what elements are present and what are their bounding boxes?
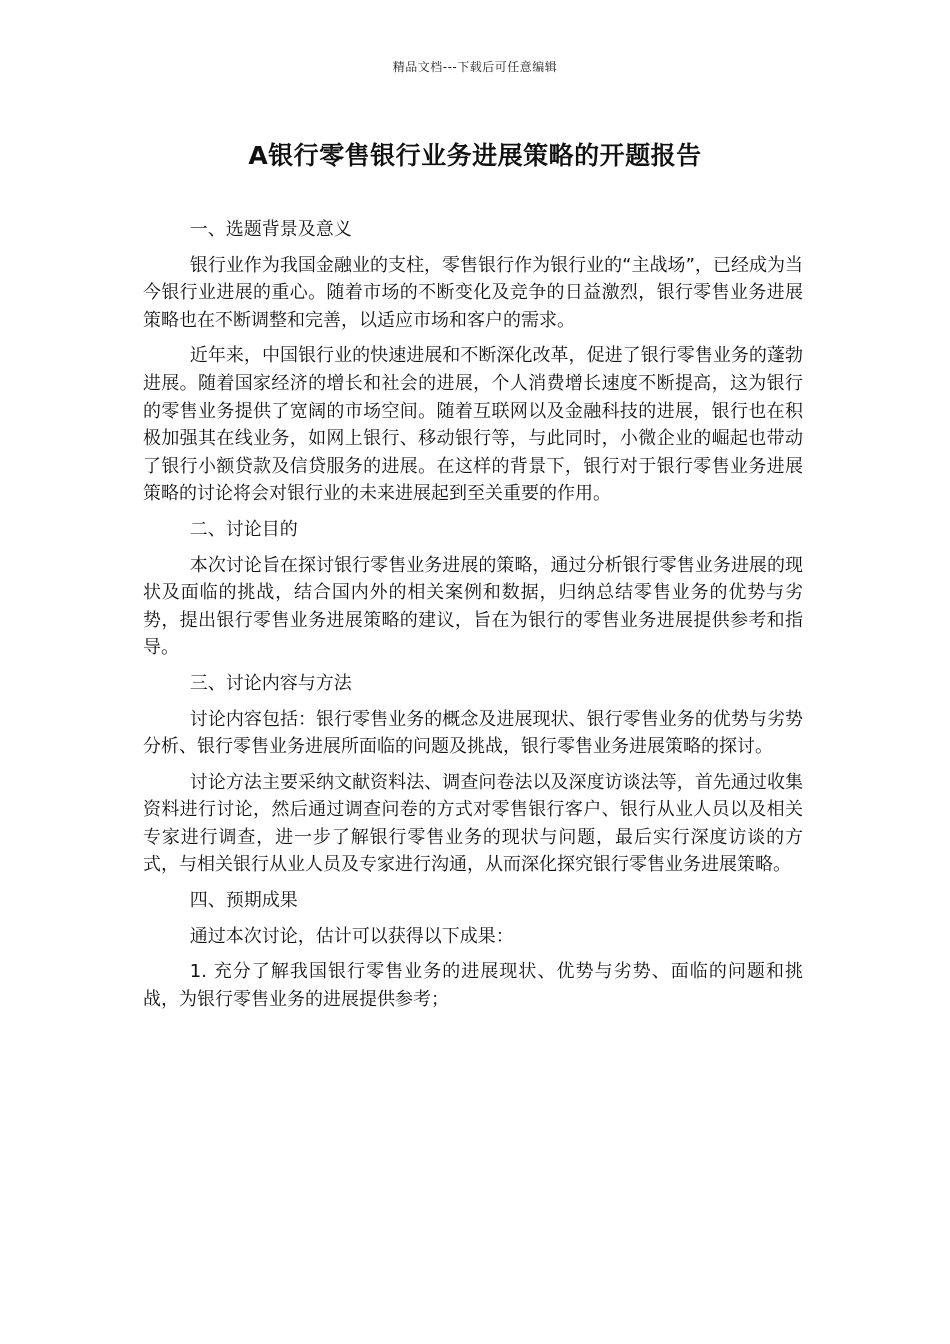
- paragraph: 近年来，中国银行业的快速进展和不断深化改革，促进了银行零售业务的蓬勃进展。随着国家经济的增长和社会的进展，个人消费增长速度不断提高，这为银行的零售业务提供了宽阔的市场空间。随着互联网以及金融科技的进展，银行也在积极加强其在线业务，如网上银行、移动银行等，与此同时，小微企业的崛起也带动了银行小额贷款及信贷服务的进展。在这样的背景下，银行对于银行零售业务进展策略的讨论将会对银行业的未来进展起到至关重要的作用。: [143, 345, 803, 505]
- paragraph: 讨论方法主要采纳文献资料法、调查问卷法以及深度访谈法等，首先通过收集资料进行讨论，然后通过调查问卷的方式对零售银行客户、银行从业人员以及相关专家进行调查，进一步了解银行零售业务的现状与问题，最后实行深度访谈的方式，与相关银行从业人员及专家进行沟通，从而深化探究银行零售业务进展策略。: [143, 771, 803, 876]
- paragraph: 银行业作为我国金融业的支柱，零售银行作为银行业的“主战场”，已经成为当今银行业进展的重心。随着市场的不断变化及竞争的日益激烈，银行零售业务进展策略也在不断调整和完善，以适应市场和客户的需求。: [143, 254, 803, 331]
- section-heading-background: 一、选题背景及意义: [189, 219, 352, 240]
- section-heading-content-method: 三、讨论内容与方法: [189, 672, 352, 694]
- paragraph: 本次讨论旨在探讨银行零售业务进展的策略，通过分析银行零售业务进展的现状及面临的挑战，结合国内外的相关案例和数据，归纳总结零售业务的优势与劣势，提出银行零售业务进展策略的建议，旨在为银行的零售业务进展提供参考和指导。: [143, 554, 803, 659]
- document-body: [143, 216, 803, 1021]
- paragraph: 通过本次讨论，估计可以获得以下成果：: [189, 925, 514, 947]
- section-heading-purpose: 二、讨论目的: [189, 518, 298, 540]
- header-note: 精品文档---下载后可任意编辑: [392, 60, 558, 74]
- paragraph: 讨论内容包括：银行零售业务的概念及进展现状、银行零售业务的优势与劣势分析、银行零售业务进展所面临的问题及挑战，银行零售业务进展策略的探讨。: [143, 708, 803, 758]
- section-heading-expected-results: 四、预期成果: [189, 890, 298, 912]
- document-title: A银行零售银行业务进展策略的开题报告: [248, 141, 702, 170]
- paragraph: 1. 充分了解我国银行零售业务的进展现状、优势与劣势、面临的问题和挑战，为银行零售业务的进展提供参考；: [143, 961, 803, 1010]
